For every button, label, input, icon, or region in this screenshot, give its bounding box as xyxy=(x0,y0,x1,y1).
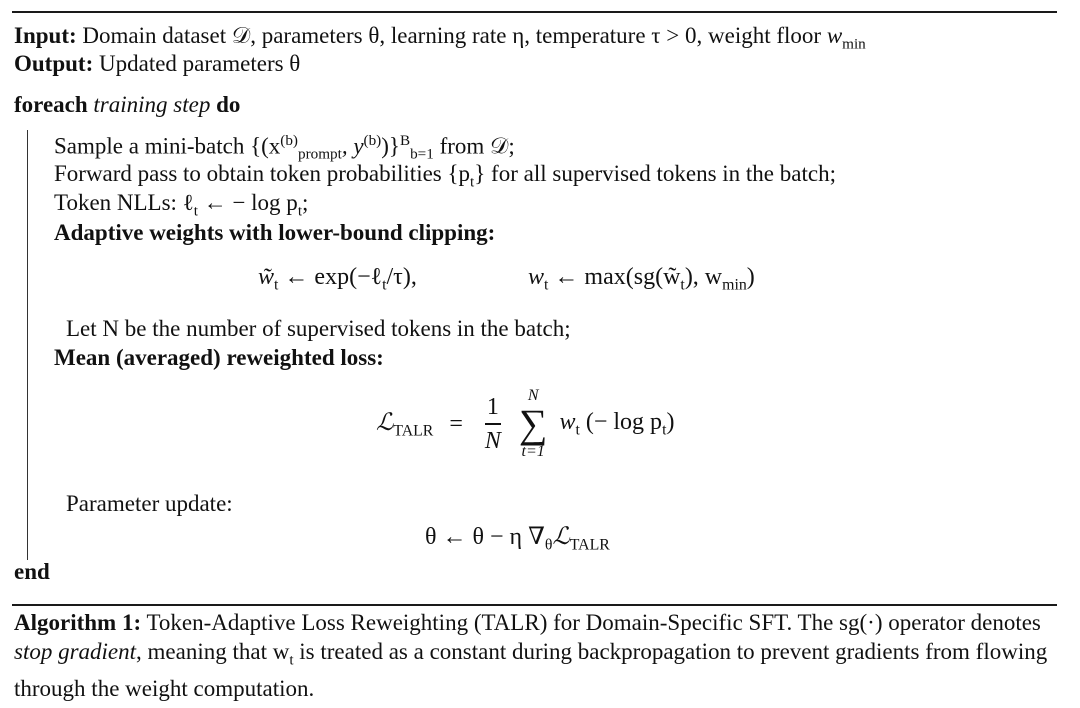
update-eq-sub: θ xyxy=(544,536,553,554)
algorithm-caption xyxy=(14,608,1054,703)
mean-heading: Mean (averaged) reweighted loss: xyxy=(54,345,384,370)
sample-sup2: (b) xyxy=(363,132,382,149)
input-tail: w xyxy=(826,23,843,48)
let-line: Let N be the number of supervised tokens in the batch; xyxy=(66,316,571,341)
weight-eq2-end: ) xyxy=(746,264,755,290)
sample-end: from 𝒟; xyxy=(433,133,515,159)
weight-eq2-rhs: ← max(sg(w̃ xyxy=(548,264,681,290)
weight-eq2-lhs-sub: t xyxy=(544,276,549,294)
weight-eq2-mid: ), w xyxy=(684,264,723,290)
weight-eq1-rhs: ← exp(−ℓ xyxy=(278,264,383,290)
foreach-keyword: foreach xyxy=(14,92,88,117)
loss-lhs xyxy=(376,408,433,441)
caption-text2: , meaning that w xyxy=(136,639,290,664)
loss-fraction xyxy=(485,392,501,456)
bottom-rule xyxy=(12,604,1057,606)
input-text: Domain dataset 𝒟, parameters θ, learning rate η, temperature τ > 0, weight floor xyxy=(82,23,822,48)
fraction-bar xyxy=(485,423,501,425)
top-rule xyxy=(12,11,1057,13)
caption-italic: stop gradient xyxy=(14,639,137,664)
loss-numerator: 1 xyxy=(486,394,499,421)
do-keyword: do xyxy=(216,92,241,117)
update-loss-symbol: ℒ xyxy=(552,524,570,550)
nll-text: Token NLLs: ℓ xyxy=(54,190,194,215)
caption-text2-sub: t xyxy=(289,651,294,669)
sample-sub3: b=1 xyxy=(410,145,434,163)
output-text: Updated parameters θ xyxy=(99,51,301,76)
weight-equation-2 xyxy=(528,264,755,295)
weight-eq1-lhs: w̃ xyxy=(258,264,275,290)
loss-lhs-sub: TALR xyxy=(393,422,434,440)
sample-close: )} xyxy=(381,133,400,159)
caption-text3: is treated as a constant during backpropagation to prevent gradients from flowing through the weight computation. xyxy=(14,639,1048,702)
nll-sub: t xyxy=(193,202,198,220)
loss-lhs-symbol: ℒ xyxy=(376,409,394,436)
loss-equals: = xyxy=(449,410,463,437)
loss-equation xyxy=(376,387,674,461)
loss-rhs xyxy=(559,409,674,440)
loop-body-bar xyxy=(27,130,28,560)
sum-upper-limit: N xyxy=(527,387,539,404)
weight-eq1-end: /τ), xyxy=(386,264,417,290)
loss-denominator: N xyxy=(484,427,501,454)
weight-equation-1 xyxy=(258,264,417,295)
loss-rhs-w: w xyxy=(559,408,576,435)
adaptive-heading: Adaptive weights with lower-bound clipping: xyxy=(54,220,496,245)
end-keyword: end xyxy=(14,559,50,584)
foreach-line xyxy=(14,91,240,119)
weight-eq1-rhs-sub: t xyxy=(382,276,387,294)
caption-label: Algorithm 1: xyxy=(14,610,142,635)
loss-rhs-w-sub: t xyxy=(575,421,580,439)
weight-eq2-lhs: w xyxy=(528,264,545,290)
forward-sub: t xyxy=(470,173,475,191)
sample-sup3: B xyxy=(399,132,411,149)
input-label: Input: xyxy=(14,23,77,48)
loss-rhs-log-sub: t xyxy=(662,421,667,439)
output-line xyxy=(14,50,300,78)
sample-text: Sample a mini-batch {(x xyxy=(54,133,281,159)
forward-end: } for all supervised tokens in the batch; xyxy=(474,161,836,186)
nll-sub2: t xyxy=(297,202,303,220)
training-step-text: training step xyxy=(93,92,211,117)
weight-eq2-rhs-sub: t xyxy=(680,276,685,294)
weight-eq1-lhs-sub: t xyxy=(274,276,279,294)
output-label: Output: xyxy=(14,51,94,76)
update-eq-text: θ ← θ − η ∇ xyxy=(425,524,545,550)
sum-lower-limit: t=1 xyxy=(521,443,545,460)
update-equation xyxy=(425,522,610,555)
forward-text: Forward pass to obtain token probabilities {p xyxy=(54,161,471,186)
sample-sup1: (b) xyxy=(280,132,298,149)
sum-symbol: ∑ xyxy=(518,401,548,446)
input-tail-sub: min xyxy=(842,35,866,53)
loss-rhs-log: (− log p xyxy=(579,408,663,435)
loss-rhs-close: ) xyxy=(666,408,675,435)
nll-tail: ; xyxy=(302,190,309,215)
nll-end: ← − log p xyxy=(197,190,298,215)
param-update-line: Parameter update: xyxy=(66,491,233,516)
sample-mid: , y xyxy=(341,133,364,159)
weight-eq2-min: min xyxy=(722,276,747,294)
loss-summation xyxy=(519,387,548,461)
sample-sub1: prompt xyxy=(298,145,342,163)
caption-text: Token-Adaptive Loss Reweighting (TALR) for Domain-Specific SFT. The sg(·) operator denotes xyxy=(146,610,1041,635)
update-loss-sub: TALR xyxy=(569,536,610,554)
